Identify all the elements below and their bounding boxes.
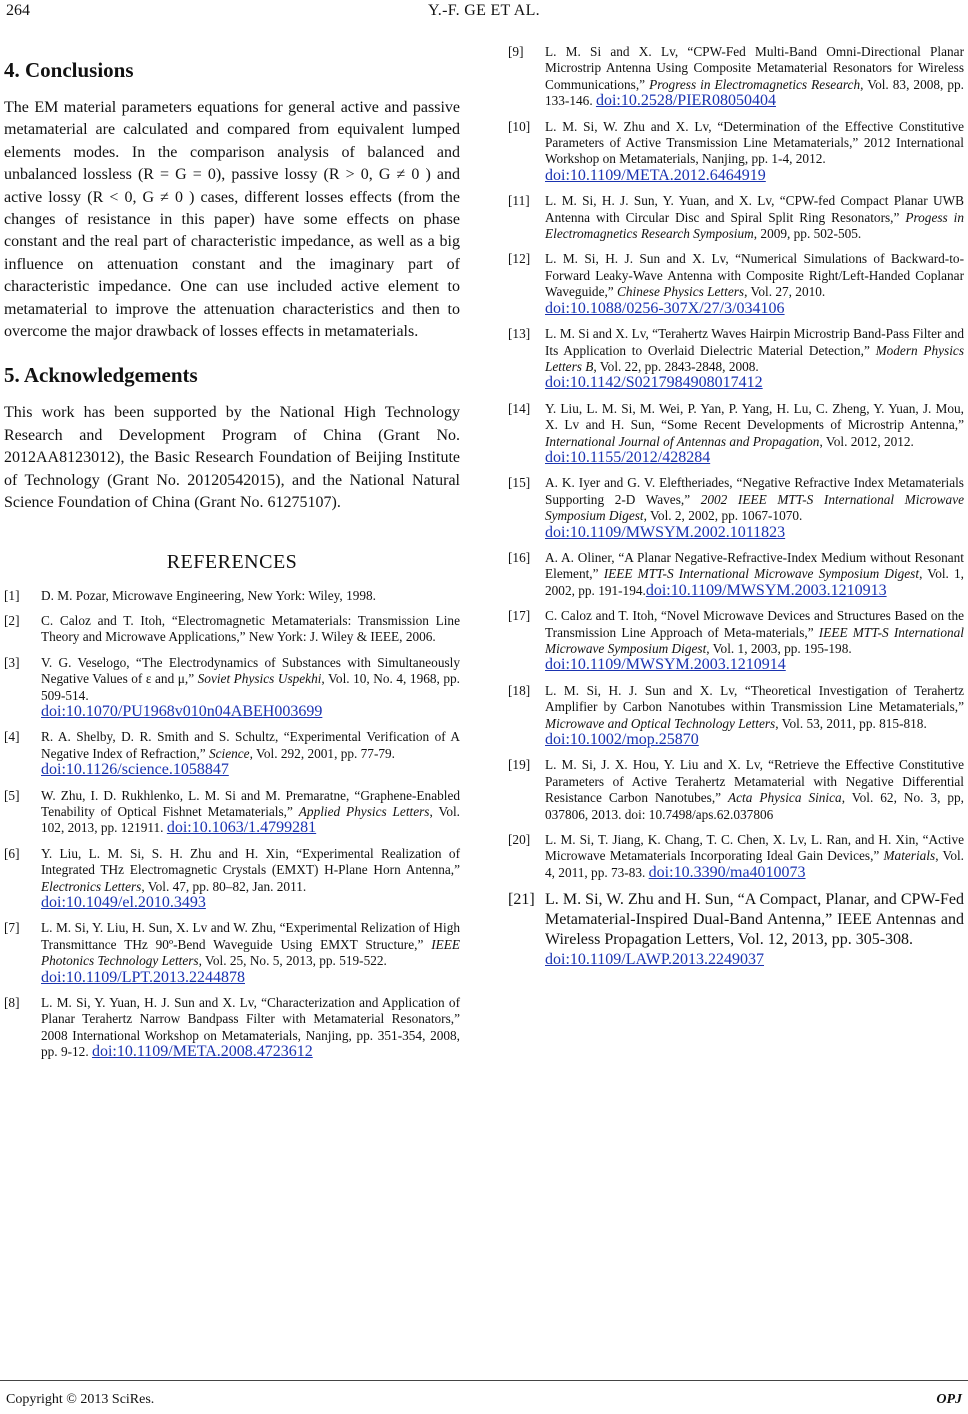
reference-details: , Vol. 1, 2003, pp. 195-198.: [706, 641, 852, 656]
reference-item: [508, 608, 964, 674]
reference-journal: Soviet Physics Uspekhi: [197, 671, 322, 687]
reference-item: [508, 401, 964, 467]
copyright-text: Copyright © 2013 SciRes.: [6, 1392, 155, 1407]
reference-journal: IEEE MTT-S International Microwave Symposium Digest: [603, 566, 920, 582]
reference-text: [41, 846, 460, 912]
page-number: 264: [6, 2, 30, 19]
reference-body: A. A. Oliner, “A Planar Negative-Refractive-Index Medium without Resonant Element,”: [545, 549, 964, 582]
reference-text: [545, 832, 964, 881]
references-list-right: [508, 44, 964, 970]
reference-number: [8]: [4, 995, 20, 1011]
doi-link[interactable]: doi:10.1063/1.4799281: [166, 819, 317, 837]
references-list-left: [4, 588, 460, 1061]
reference-text: [545, 550, 964, 599]
reference-item: [508, 757, 964, 823]
reference-details: , Vol. 102, 2013, pp. 121911.: [41, 803, 461, 836]
reference-details: , Vol. 4, 2011, pp. 73-83.: [545, 848, 964, 880]
reference-item: [508, 326, 964, 392]
acknowledgements-heading: 5. Acknowledgements: [4, 363, 198, 388]
reference-text: [545, 251, 964, 317]
doi-link[interactable]: doi:10.1155/2012/428284: [545, 448, 711, 466]
reference-body: L. M. Si, J. X. Hou, Y. Liu and X. Lv, “Retrieve the Effective Constitutive Parameters of Active Terahertz Metamaterial with Negative Differential Resistance Carbon Nanotubes,”: [545, 757, 964, 806]
reference-item: [508, 550, 964, 599]
reference-number: [6]: [4, 845, 20, 861]
reference-body: L. M. Si, W. Zhu and X. Lv, “Determination of the Effective Constitutive Parameters of Active Transmission Line Metamaterials,” 2012 International Workshop on Metamaterials, Nanjing, pp. 1-4, 2012.: [545, 118, 964, 167]
reference-details: , Vol. 53, 2011, pp. 815-818.: [775, 715, 927, 731]
reference-body: A. K. Iyer and G. V. Eleftheriades, “Negative Refractive Index Metamaterials Supporting 2-D Waves,”: [545, 475, 964, 507]
reference-details: , Vol. 2012, 2012.: [819, 433, 914, 449]
reference-number: [11]: [508, 193, 530, 209]
reference-text: [41, 613, 460, 646]
reference-number: [13]: [508, 326, 531, 342]
acknowledgements-text: This work has been supported by the National High Technology Research and Development Program of China (Grant No. 2012AA8123012), the Basic Research Foundation of Beijing Institute of Technology (Grant No. 20120542015), and the National Natural Science Foundation of China (Grant No. 61275107).: [4, 404, 460, 512]
reference-number: [16]: [508, 549, 531, 565]
references-heading: REFERENCES: [166, 550, 298, 573]
reference-details: , Vol. 292, 2001, pp. 77-79.: [249, 745, 396, 761]
reference-text: [545, 44, 964, 110]
doi-link[interactable]: doi:10.1109/LAWP.2013.2249037: [545, 951, 765, 969]
reference-text: [41, 588, 460, 604]
reference-number: [18]: [508, 682, 531, 698]
right-column: [508, 44, 964, 979]
reference-journal: Electronics Letters: [41, 878, 142, 894]
reference-text: [545, 401, 964, 467]
reference-item: [4, 729, 460, 778]
reference-journal: Progess in Electromagnetics Research Symposium: [545, 209, 964, 242]
reference-text: [545, 890, 964, 970]
reference-journal: Progress in Electromagnetics Research: [649, 76, 861, 92]
reference-details: , Vol. 47, pp. 80–82, Jan. 2011.: [141, 878, 307, 894]
reference-number: [2]: [4, 612, 20, 628]
reference-text: [545, 757, 964, 823]
reference-body: L. M. Si, H. J. Sun, Y. Yuan, and X. Lv, “CPW-fed Compact Planar UWB Antenna with Circular Disc and Spiral Split Ring Resonators,”: [545, 193, 964, 225]
reference-body: L. M. Si, T. Jiang, K. Chang, T. C. Chen, X. Lv, L. Ran, and H. Xin, “Active Microwave Metamaterials Incorporating Ideal Gain Devices,”: [545, 832, 964, 864]
reference-journal: International Journal of Antennas and Propagation: [545, 433, 820, 449]
reference-body: V. G. Veselogo, “The Electrodynamics of Substances with Simultaneously Negative Values of ε and μ,”: [41, 654, 460, 687]
reference-journal: Science: [208, 745, 250, 761]
reference-number: [19]: [508, 757, 531, 773]
reference-item: [4, 655, 460, 721]
doi-link[interactable]: doi:10.1109/META.2012.6464919: [545, 166, 766, 184]
reference-item: [4, 995, 460, 1061]
reference-body: Y. Liu, L. M. Si, S. H. Zhu and H. Xin, “Experimental Realization of Integrated THz Electromagnetic Crystals (EMXT) H-Plane Horn Antenna,”: [41, 845, 460, 878]
reference-journal: Materials: [883, 848, 936, 864]
reference-body: C. Caloz and T. Itoh, “Electromagnetic Metamaterials: Transmission Line Theory and Microwave Applications,” New York: J. Wiley & IEEE, 2006.: [41, 612, 460, 645]
reference-journal: 2002 IEEE MTT-S International Microwave Symposium Digest: [545, 491, 964, 524]
reference-body: L. M. Si, H. J. Sun and X. Lv, “Theoretical Investigation of Terahertz Amplifier by Carbon Nanotubes within Transmission Line Metamaterials,”: [545, 682, 964, 715]
reference-journal: IEEE MTT-S International Microwave Symposium Digest: [545, 624, 964, 656]
reference-item: [508, 832, 964, 881]
reference-journal: Chinese Physics Letters: [617, 284, 745, 300]
reference-item: [508, 119, 964, 185]
reference-number: [7]: [4, 920, 20, 936]
reference-details: , Vol. 62, No. 3, pp, 037806, 2013. doi: 10.7498/aps.62.037806: [545, 790, 964, 822]
reference-number: [1]: [4, 587, 20, 603]
reference-number: [14]: [508, 400, 531, 416]
doi-link[interactable]: doi:10.1109/MWSYM.2003.1210913: [645, 581, 887, 599]
reference-number: [20]: [508, 832, 531, 848]
reference-item: [508, 44, 964, 110]
reference-number: [21]: [508, 891, 535, 909]
reference-text: [41, 655, 460, 721]
reference-number: [4]: [4, 729, 20, 745]
footer-divider: [0, 1380, 968, 1381]
reference-text: [41, 729, 460, 778]
doi-link[interactable]: doi:10.1070/PU1968v010n04ABEH003699: [41, 702, 323, 720]
reference-text: [545, 326, 964, 392]
reference-journal: Acta Physica Sinica: [728, 790, 842, 806]
left-column: [4, 50, 460, 1070]
reference-body: R. A. Shelby, D. R. Smith and S. Schultz, “Experimental Verification of A Negative Index of Refraction,”: [41, 729, 460, 761]
reference-details: , Vol. 2, 2002, pp. 1067-1070.: [643, 508, 803, 524]
reference-details: , 2009, pp. 502-505.: [753, 226, 862, 242]
journal-abbrev: OPJ: [936, 1392, 962, 1407]
reference-item: [508, 683, 964, 749]
reference-text: [545, 119, 964, 185]
reference-journal: Applied Physics Letters: [298, 803, 430, 819]
reference-item: [4, 613, 460, 646]
reference-details: , Vol. 22, pp. 2843-2848, 2008.: [593, 358, 759, 374]
doi-link[interactable]: doi:10.1142/S0217984908017412: [545, 374, 763, 392]
doi-link[interactable]: doi:10.2528/PIER08050404: [595, 92, 776, 110]
reference-body: L. M. Si, W. Zhu and H. Sun, “A Compact, Planar, and CPW-Fed Metamaterial-Inspired Dual-Band Antenna,” IEEE Antennas and Wireless Propagation Letters, Vol. 12, 2013, pp. 305-308.: [545, 891, 964, 949]
reference-text: [545, 193, 964, 242]
reference-text: [545, 475, 964, 541]
reference-body: W. Zhu, I. D. Rukhlenko, L. M. Si and M. Premaratne, “Graphene-Enabled Tenability of Optical Fishnet Metamaterials,”: [41, 787, 460, 819]
reference-body: L. M. Si and X. Lv, “CPW-Fed Multi-Band Omni-Directional Planar Microstrip Antenna Using Composite Metamaterial Resonators for Wireless Communications,”: [545, 44, 964, 92]
reference-body: L. M. Si, Y. Liu, H. Sun, X. Lv and W. Zhu, “Experimental Relization of High Transmittance THz 90º-Bend Waveguide Using EMXT Structure,”: [41, 920, 460, 952]
doi-link[interactable]: doi:10.1109/META.2008.4723612: [91, 1043, 313, 1061]
doi-link[interactable]: doi:10.1049/el.2010.3493: [41, 894, 206, 911]
reference-item: [508, 251, 964, 317]
reference-body: L. M. Si and X. Lv, “Terahertz Waves Hairpin Microstrip Band-Pass Filter and Its Application to Overlaid Dielectric Material Detection,”: [545, 326, 964, 358]
reference-text: [41, 995, 460, 1061]
reference-item: [508, 890, 964, 970]
doi-link[interactable]: doi:10.1088/0256-307X/27/3/034106: [545, 299, 785, 317]
reference-body: D. M. Pozar, Microwave Engineering, New York: Wiley, 1998.: [41, 587, 376, 603]
running-head: Y.-F. GE ET AL.: [428, 2, 540, 19]
reference-number: [17]: [508, 608, 531, 624]
reference-item: [4, 788, 460, 837]
reference-item: [4, 588, 460, 604]
reference-number: [5]: [4, 787, 20, 803]
reference-item: [4, 846, 460, 912]
doi-link[interactable]: doi:10.1109/MWSYM.2003.1210914: [545, 656, 786, 674]
doi-link[interactable]: doi:10.3390/ma4010073: [648, 863, 806, 881]
reference-details: , Vol. 83, 2008, pp. 133-146.: [545, 76, 964, 109]
reference-body: L. M. Si, H. J. Sun and X. Lv, “Numerical Simulations of Backward-to-Forward Leaky-Wave Antenna with Composite Right/Left-Handed Coplanar Waveguide,”: [545, 251, 964, 300]
reference-text: [41, 788, 460, 837]
reference-item: [508, 193, 964, 242]
reference-text: [41, 920, 460, 986]
conclusions-heading: 4. Conclusions: [4, 58, 134, 82]
reference-body: Y. Liu, L. M. Si, M. Wei, P. Yan, P. Yang, H. Lu, C. Zheng, Y. Yuan, J. Mou, X. Lv and H. Sun, “Some Recent Developments of Microstrip Antenna,”: [545, 400, 964, 433]
reference-body: L. M. Si, Y. Yuan, H. J. Sun and X. Lv, “Characterization and Application of Planar Terahertz Narrow Bandpass Filter with Metamaterial Resonators,” 2008 International Workshop on Metamaterials, Nanjing, pp. 351-354, 2008, pp. 9-12.: [41, 995, 460, 1060]
reference-journal: IEEE Photonics Technology Letters: [41, 936, 460, 969]
reference-number: [15]: [508, 475, 531, 491]
reference-number: [3]: [4, 654, 20, 670]
reference-number: [12]: [508, 251, 531, 267]
conclusions-text: The EM material parameters equations for general active and passive metamaterial are calculated and compared from equivalent lumped elements modes. In the comparison analysis of balanced and unbalanced lossless (R = G = 0), passive lossy (R > 0, G ≠ 0 ) and active lossy (R < 0, G ≠ 0 ) cases, different losses effects (from the changes of resistance in this paper) have some effects on phase constant and the real part of characteristic impedance, as well as a big influence on attenuation constant and the imaginary part of characteristic impedance. One can use included active element to metamaterial to improve the attenuation characteristics and then to overcome the major drawback of losses effects in metamaterials.: [4, 99, 460, 341]
reference-details: , Vol. 1, 2002, pp. 191-194.: [545, 566, 965, 598]
reference-journal: Modern Physics Letters B: [545, 342, 964, 374]
reference-item: [4, 920, 460, 986]
doi-link[interactable]: doi:10.1109/LPT.2013.2244878: [41, 968, 245, 986]
reference-details: , Vol. 10, No. 4, 1968, pp. 509-514.: [41, 671, 461, 703]
reference-number: [10]: [508, 118, 531, 134]
reference-journal: Microwave and Optical Technology Letters: [545, 715, 776, 731]
reference-text: [545, 608, 964, 674]
doi-link[interactable]: doi:10.1002/mop.25870: [545, 731, 699, 749]
reference-body: C. Caloz and T. Itoh, “Novel Microwave Devices and Structures Based on the Transmission Line Approach of Meta-materials,”: [545, 608, 964, 640]
reference-item: [508, 475, 964, 541]
reference-details: , Vol. 27, 2010.: [744, 284, 826, 300]
doi-link[interactable]: doi:10.1126/science.1058847: [41, 761, 229, 779]
reference-details: , Vol. 25, No. 5, 2013, pp. 519-522.: [198, 953, 387, 969]
reference-text: [545, 683, 964, 749]
reference-number: [9]: [508, 44, 524, 59]
doi-link[interactable]: doi:10.1109/MWSYM.2002.1011823: [545, 523, 786, 541]
